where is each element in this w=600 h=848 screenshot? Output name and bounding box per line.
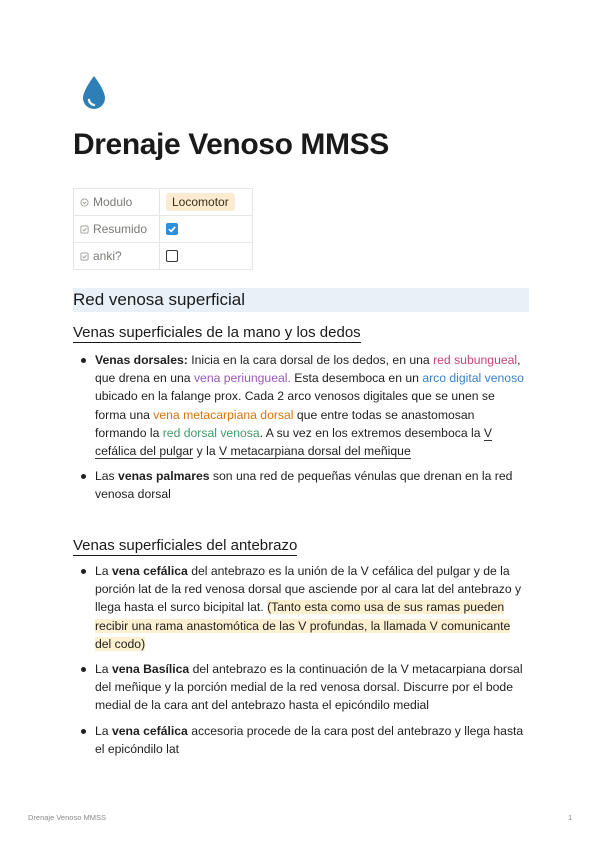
- property-row-anki[interactable]: [74, 243, 253, 270]
- property-name-modulo: Modulo: [74, 189, 160, 216]
- property-name-resumido: Resumido: [74, 216, 160, 243]
- property-row-resumido[interactable]: [74, 216, 253, 243]
- property-value-anki[interactable]: [160, 243, 253, 270]
- select-property-icon: [80, 198, 89, 207]
- properties-table: [73, 188, 253, 270]
- list-item: La vena cefálica del antebrazo es la unión de la V cefálica del pulgar y de la porción lat de la red venosa dorsal que asciende por al cara lat del antebrazo y llega hasta el surco bicipital lat. (Tanto esta como usa de sus ramas pueden recibir una rama anastomótica de las V profundas, la llamada V comunicante del codo): [95, 562, 529, 653]
- module-tag[interactable]: Locomotor: [166, 193, 235, 211]
- property-value-resumido[interactable]: [160, 216, 253, 243]
- footer-title: Drenaje Venoso MMSS: [28, 813, 106, 822]
- droplet-icon: [79, 74, 109, 112]
- resumido-checkbox-checked[interactable]: [166, 223, 178, 235]
- checkbox-property-icon: [80, 225, 89, 234]
- property-value-modulo[interactable]: [160, 189, 253, 216]
- subheading-mano-dedos: Venas superficiales de la mano y los dedos: [73, 324, 361, 341]
- list-item: Las venas palmares son una red de pequeñas vénulas que drenan en la red venosa dorsal: [95, 467, 529, 503]
- list-item: La vena cefálica accesoria procede de la cara post del antebrazo y llega hasta el epicóndilo lat: [95, 722, 529, 758]
- property-row-modulo[interactable]: [74, 189, 253, 216]
- anki-checkbox-unchecked[interactable]: [166, 250, 178, 262]
- list-item: La vena Basílica del antebrazo es la continuación de la V metacarpiana dorsal del meñique y la porción medial de la red venosa dorsal. Discurre por el bode medial de la cara ant del antebrazo hasta el epicóndilo medial: [95, 660, 529, 715]
- page-number: 1: [568, 813, 573, 822]
- list-antebrazo: [73, 562, 529, 765]
- section-heading-red-venosa: Red venosa superficial: [73, 288, 529, 312]
- page-title: Drenaje Venoso MMSS: [73, 128, 389, 161]
- list-mano-dedos: [73, 351, 529, 511]
- checkbox-property-icon: [80, 252, 89, 261]
- subheading-antebrazo: Venas superficiales del antebrazo: [73, 537, 298, 554]
- property-name-anki: anki?: [74, 243, 160, 270]
- list-item: Venas dorsales: Inicia en la cara dorsal de los dedos, en una red subungueal, que drena en una vena periungueal. Esta desemboca en un arco digital venoso ubicado en la falange prox. Cada 2 arco venosos digitales que se unen se forma una vena metacarpiana dorsal que entre todas se anastomosan formando la red dorsal venosa. A su vez en los extremos desemboca la V cefálica del pulgar y la V metacarpiana dorsal del meñique: [95, 351, 529, 460]
